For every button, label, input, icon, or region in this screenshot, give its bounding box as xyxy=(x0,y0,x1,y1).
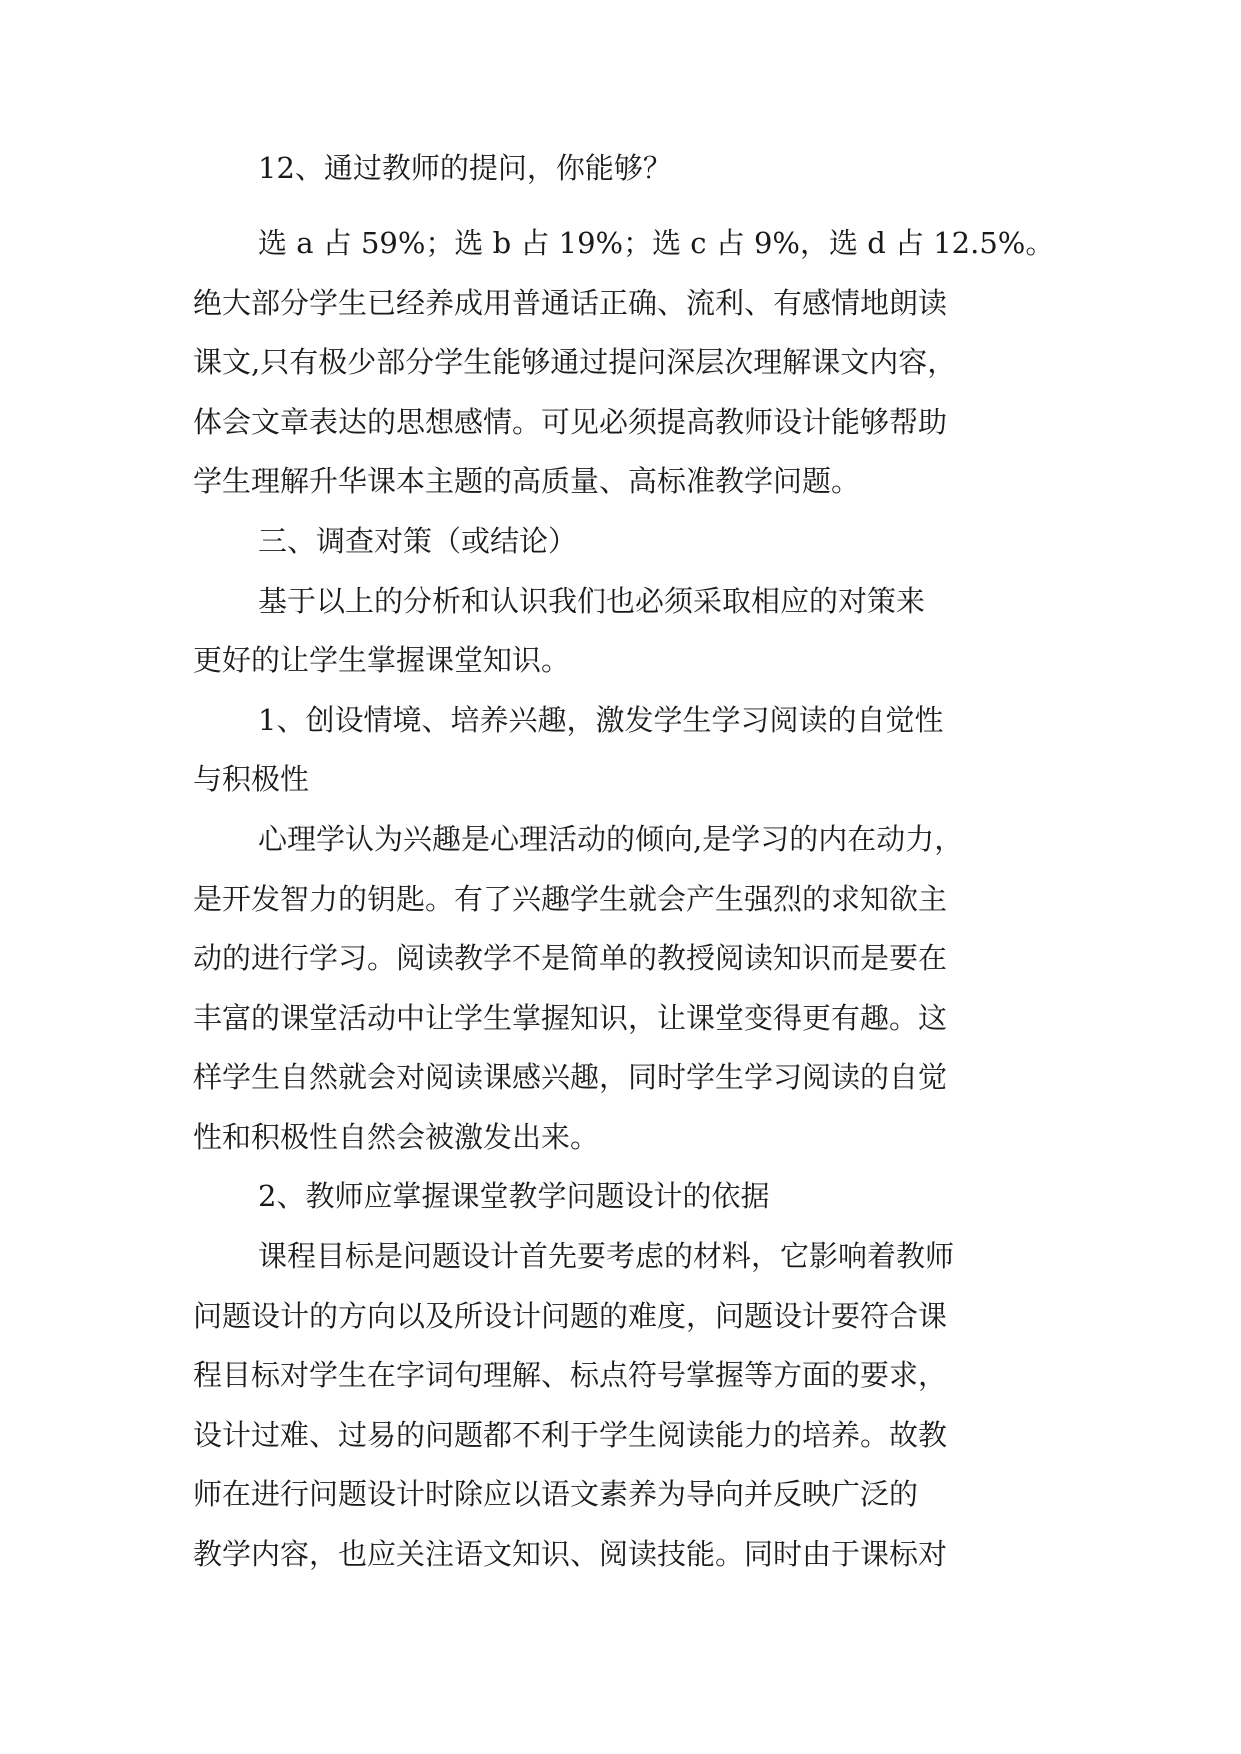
paragraph-line: 问题设计的方向以及所设计问题的难度，问题设计要符合课 xyxy=(193,1299,948,1333)
paragraph-line: 学生理解升华课本主题的高质量、高标准教学问题。 xyxy=(193,464,861,498)
paragraph-line: 样学生自然就会对阅读课感兴趣，同时学生学习阅读的自觉 xyxy=(193,1060,948,1094)
paragraph-line: 师在进行问题设计时除应以语文素养为导向并反映广泛的 xyxy=(193,1477,919,1511)
paragraph-line: 课程目标是问题设计首先要考虑的材料，它影响着教师 xyxy=(258,1239,955,1273)
paragraph-line: 是开发智力的钥匙。有了兴趣学生就会产生强烈的求知欲主 xyxy=(193,882,948,916)
paragraph-line: 选 a 占 59%；选 b 占 19%；选 c 占 9%，选 d 占 12.5%。 xyxy=(258,226,1055,260)
paragraph-line: 更好的让学生掌握课堂知识。 xyxy=(193,643,571,677)
paragraph-line: 性和积极性自然会被激发出来。 xyxy=(193,1120,600,1154)
question-heading: 12、通过教师的提问，你能够？ xyxy=(258,151,672,185)
subsection-heading: 与积极性 xyxy=(193,762,310,796)
paragraph-line: 心理学认为兴趣是心理活动的倾向,是学习的内在动力， xyxy=(258,822,964,856)
paragraph-line: 丰富的课堂活动中让学生掌握知识，让课堂变得更有趣。这 xyxy=(193,1001,948,1035)
section-heading: 三、调查对策（或结论） xyxy=(258,524,578,558)
paragraph-line: 体会文章表达的思想感情。可见必须提高教师设计能够帮助 xyxy=(193,405,948,439)
subsection-heading: 1、创设情境、培养兴趣，激发学生学习阅读的自觉性 xyxy=(258,703,944,737)
paragraph-line: 课文,只有极少部分学生能够通过提问深层次理解课文内容， xyxy=(193,345,957,379)
paragraph-line: 程目标对学生在字词句理解、标点符号掌握等方面的要求， xyxy=(193,1358,948,1392)
paragraph-line: 设计过难、过易的问题都不利于学生阅读能力的培养。故教 xyxy=(193,1418,948,1452)
paragraph-line: 基于以上的分析和认识我们也必须采取相应的对策来 xyxy=(258,584,926,618)
subsection-heading: 2、教师应掌握课堂教学问题设计的依据 xyxy=(258,1179,770,1213)
paragraph-line: 动的进行学习。阅读教学不是简单的教授阅读知识而是要在 xyxy=(193,941,948,975)
paragraph-line: 绝大部分学生已经养成用普通话正确、流利、有感情地朗读 xyxy=(193,286,948,320)
paragraph-line: 教学内容，也应关注语文知识、阅读技能。同时由于课标对 xyxy=(193,1537,948,1571)
